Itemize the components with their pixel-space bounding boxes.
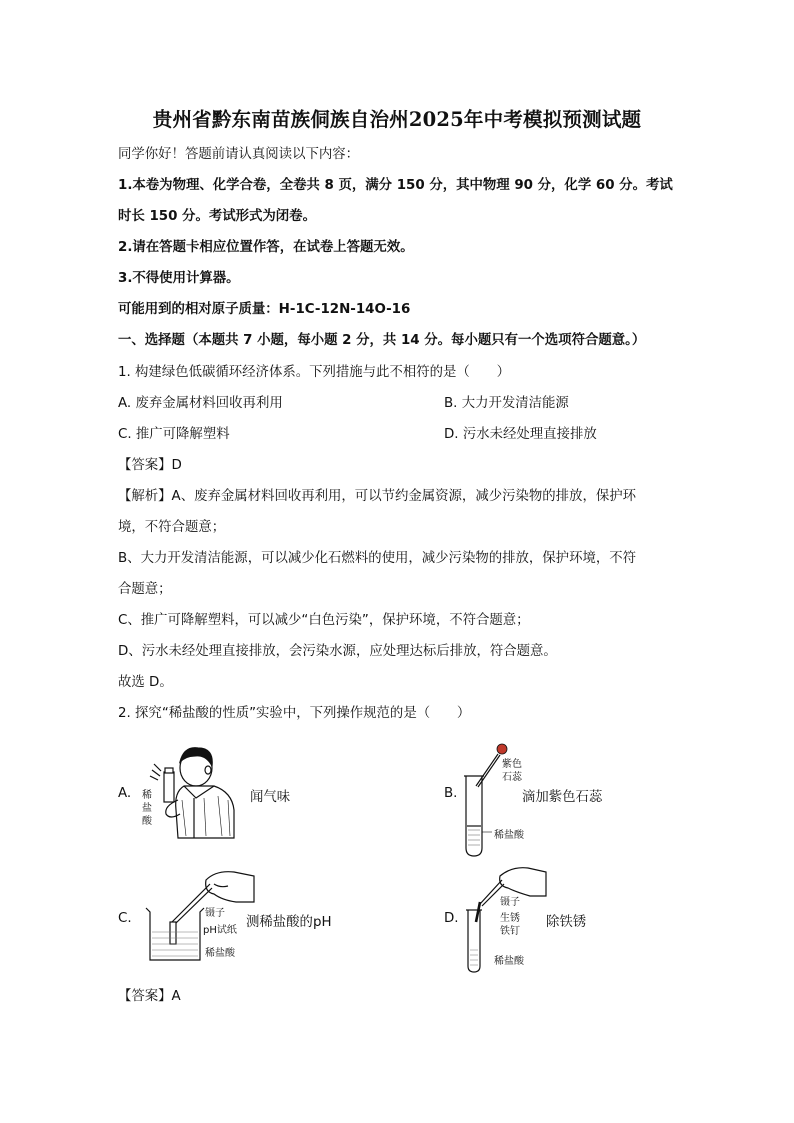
option-a-letter: A. (118, 786, 132, 801)
analysis-line: C、推广可降解塑料，可以减少“白色污染”，保护环境，不符合题意； (118, 613, 530, 628)
analysis-line: 合题意； (118, 582, 172, 597)
option-c-letter: C. (118, 911, 132, 926)
analysis-line: D、污水未经处理直接排放，会污染水源，应处理达标后排放，符合题意。 (118, 644, 557, 659)
greeting-text: 同学你好！答题前请认真阅读以下内容： (118, 147, 360, 162)
question-1-stem: 1. 构建绿色低碳循环经济体系。下列措施与此不相符的是（ ） (118, 365, 510, 380)
acid-label-c: 稀盐酸 (205, 948, 235, 959)
litmus-label-1: 紫色 (502, 759, 522, 770)
option-b-caption: 滴加紫色石蕊 (522, 790, 603, 805)
ph-test-illustration (142, 866, 257, 966)
analysis-line: 境，不符合题意； (118, 520, 226, 535)
rule-3: 3.不得使用计算器。 (118, 271, 240, 286)
question-1-option-c: C. 推广可降解塑料 (118, 427, 230, 442)
rule-1-line-2: 时长 150 分。考试形式为闭卷。 (118, 209, 316, 224)
analysis-line: B、大力开发清洁能源，可以减少化石燃料的使用，减少污染物的排放，保护环境，不符 (118, 551, 637, 566)
option-b-letter: B. (444, 786, 458, 801)
question-1-option-a: A. 废弃金属材料回收再利用 (118, 396, 283, 411)
acid-label-d: 稀盐酸 (494, 956, 524, 967)
tweezers-label-d: 镊子 (500, 897, 520, 908)
question-1-option-b: B. 大力开发清洁能源 (444, 396, 569, 411)
option-d-letter: D. (444, 911, 459, 926)
option-d-caption: 除铁锈 (546, 915, 587, 930)
acid-label-b: 稀盐酸 (494, 830, 524, 841)
bottle-label-2: 盐 (142, 803, 152, 814)
litmus-label-2: 石蕊 (502, 772, 522, 783)
rust-label: 生锈 (500, 913, 520, 924)
nail-label: 铁钉 (500, 926, 520, 937)
question-2-stem: 2. 探究“稀盐酸的性质”实验中，下列操作规范的是（ ） (118, 706, 471, 721)
analysis-line: 故选 D。 (118, 675, 173, 690)
question-1-answer: 【答案】D (118, 458, 182, 473)
rule-2: 2.请在答题卡相应位置作答，在试卷上答题无效。 (118, 240, 414, 255)
question-1-option-d: D. 污水未经处理直接排放 (444, 427, 597, 442)
ph-paper-label: pH试纸 (203, 925, 237, 936)
analysis-line: 【解析】A、废弃金属材料回收再利用，可以节约金属资源，减少污染物的排放，保护环 (118, 489, 637, 504)
option-c-caption: 测稀盐酸的pH (246, 915, 332, 930)
page-title: 贵州省黔东南苗族侗族自治州2025年中考模拟预测试题 (152, 108, 642, 131)
rule-1-line-1: 1.本卷为物理、化学合卷，全卷共 8 页，满分 150 分，其中物理 90 分，化学 60 分。考试 (118, 178, 673, 193)
bottle-label-3: 酸 (142, 816, 152, 827)
option-a-caption: 闻气味 (250, 790, 291, 805)
atomic-mass-note: 可能用到的相对原子质量：H-1C-12N-14O-16 (118, 302, 411, 317)
section-heading: 一、选择题（本题共 7 小题，每小题 2 分，共 14 分。每小题只有一个选项符合题意。） (118, 333, 646, 348)
bottle-label-1: 稀 (142, 790, 152, 801)
question-2-answer: 【答案】A (118, 989, 181, 1004)
tweezers-label-c: 镊子 (205, 908, 225, 919)
